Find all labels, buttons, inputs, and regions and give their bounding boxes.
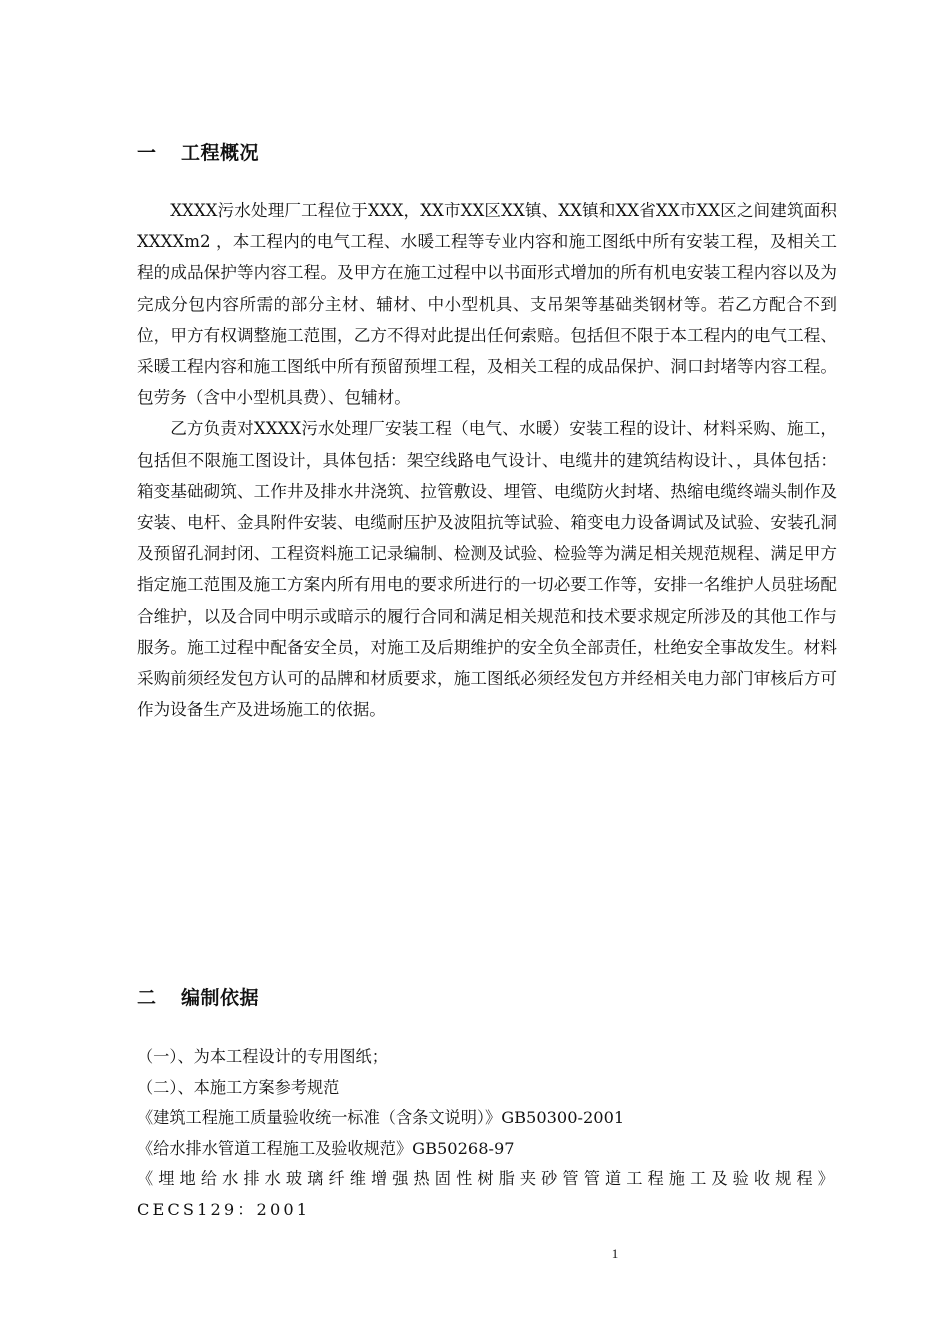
section-heading-basis xyxy=(137,983,259,1010)
list-item: 《埋地给水排水玻璃纤维增强热固性树脂夹砂管管道工程施工及验收规程》CECS129：2001 xyxy=(137,1169,837,1219)
section-number: 二 xyxy=(137,987,157,1009)
list-item: 《建筑工程施工质量验收统一标准（含条文说明）》GB50300-2001 xyxy=(137,1108,625,1128)
section-number: 一 xyxy=(137,142,157,164)
list-item: （一）、为本工程设计的专用图纸； xyxy=(137,1047,388,1066)
section-heading-overview xyxy=(137,138,259,165)
paragraph: XXXX污水处理厂工程位于XXX，XX市XX区XX镇、XX镇和XX省XX市XX区之间建筑面积XXXXm2 ，本工程内的电气工程、水暖工程等专业内容和施工图纸中所有安装工程，及相关工程的成品保护等内容工程。及甲方在施工过程中以书面形式增加的所有机电安装工程内容以及为完成分包内容所需的部分主材、辅材、中小型机具、支吊架等基础类钢材等。若乙方配合不到位，甲方有权调整施工范围，乙方不得对此提出任何索赔。包括但不限于本工程内的电气工程、采暖工程内容和施工图纸中所有预留预埋工程，及相关工程的成品保护、洞口封堵等内容工程。包劳务（含中小型机具费）、包辅材。 xyxy=(137,201,837,408)
list-item: 《给水排水管道工程施工及验收规范》GB50268-97 xyxy=(137,1138,515,1158)
paragraph: 乙方负责对XXXX污水处理厂安装工程（电气、水暖）安装工程的设计、材料采购、施工，包括但不限施工图设计，具体包括：架空线路电气设计、电缆井的建筑结构设计、，具体包括：箱变基础砌筑、工作井及排水井浇筑、拉管敷设、埋管、电缆防火封堵、热缩电缆终端头制作及安装、电杆、金具附件安装、电缆耐压护及波阻抗等试验、箱变电力设备调试及试验、安装孔洞及预留孔洞封闭、工程资料施工记录编制、检测及试验、检验等为满足相关规范规程、满足甲方指定施工范围及施工方案内所有用电的要求所进行的一切必要工作等，安排一名维护人员驻场配合维护，以及合同中明示或暗示的履行合同和满足相关规范和技术要求规定所涉及的其他工作与服务。施工过程中配备安全员，对施工及后期维护的安全负全部责任，杜绝安全事故发生。材料采购前须经发包方认可的品牌和材质要求，施工图纸必须经发包方并经相关电力部门审核后方可作为设备生产及进场施工的依据。 xyxy=(137,419,837,720)
basis-list xyxy=(137,1042,837,1226)
page-number: 1 xyxy=(611,1246,619,1261)
section-title: 工程概况 xyxy=(181,142,260,164)
overview-body xyxy=(137,195,837,725)
list-item: （二）、本施工方案参考规范 xyxy=(137,1077,340,1097)
section-title: 编制依据 xyxy=(181,987,260,1009)
